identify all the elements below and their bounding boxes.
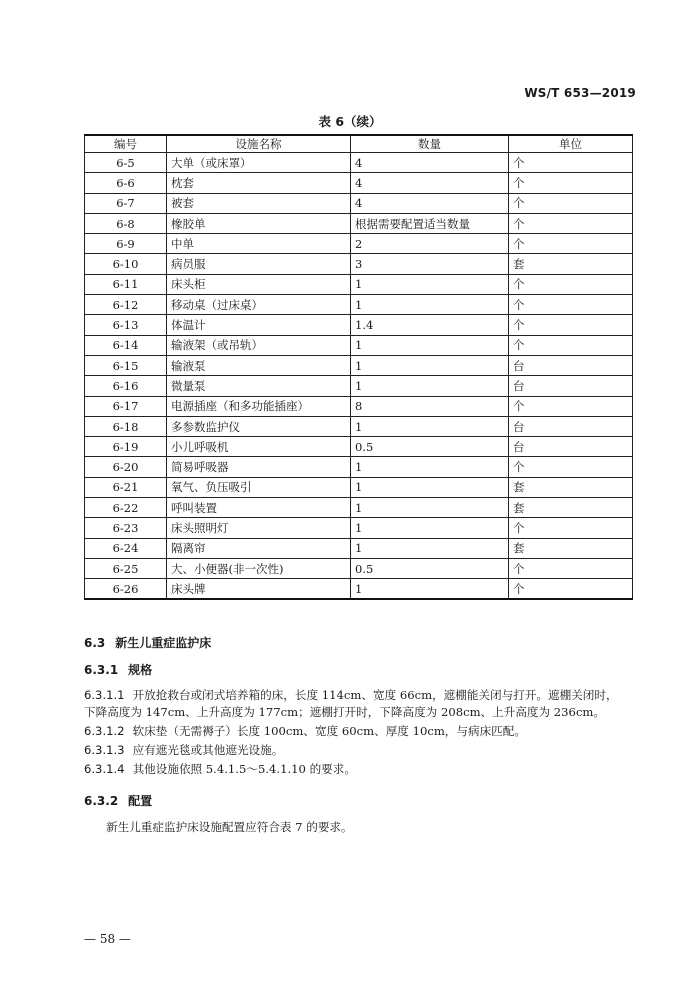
table-row [85,457,633,477]
table-row [85,558,633,578]
cell-facility-name: 呼叫装置 [167,498,351,518]
cell-quantity: 1 [351,457,509,477]
cell-facility-name: 隔离帘 [167,538,351,558]
cell-unit: 套 [509,498,633,518]
table-row [85,295,633,315]
table-row [85,213,633,233]
clause-6-3-1-2 [84,723,636,740]
table-row [85,234,633,254]
cell-facility-name: 中单 [167,234,351,254]
cell-unit: 个 [509,295,633,315]
clause-6-3-1-3 [84,742,636,759]
cell-quantity: 1 [351,295,509,315]
cell-facility-name: 体温计 [167,315,351,335]
cell-quantity: 8 [351,396,509,416]
cell-number: 6-15 [85,355,167,375]
section-number: 6.3.1 [84,663,119,677]
cell-quantity: 1 [351,538,509,558]
cell-number: 6-23 [85,518,167,538]
cell-unit: 个 [509,153,633,173]
column-header-quantity: 数量 [351,135,509,153]
cell-number: 6-12 [85,295,167,315]
section-body-text: 新生儿重症监护床设施配置应符合表 7 的要求。 [106,820,353,834]
cell-number: 6-26 [85,579,167,599]
cell-facility-name: 床头牌 [167,579,351,599]
cell-quantity: 2 [351,234,509,254]
cell-unit: 个 [509,518,633,538]
table-row [85,335,633,355]
cell-facility-name: 大、小便器(非一次性) [167,558,351,578]
table-row [85,538,633,558]
cell-facility-name: 床头照明灯 [167,518,351,538]
clause-number: 6.3.1.4 [84,762,125,776]
table-header-row [85,135,633,153]
cell-facility-name: 被套 [167,193,351,213]
cell-unit: 个 [509,457,633,477]
cell-facility-name: 输液架（或吊轨） [167,335,351,355]
cell-number: 6-21 [85,477,167,497]
clause-text: 软床垫（无需褥子）长度 100cm、宽度 60cm、厚度 10cm，与病床匹配。 [132,724,526,738]
clause-6-3-1-1 [84,687,636,721]
cell-unit: 个 [509,315,633,335]
cell-facility-name: 电源插座（和多功能插座） [167,396,351,416]
section-heading-6-3-2 [84,792,152,809]
section-number: 6.3 [84,636,106,650]
table-row [85,437,633,457]
cell-number: 6-10 [85,254,167,274]
clause-text: 其他设施依照 5.4.1.5～5.4.1.10 的要求。 [132,762,356,776]
cell-number: 6-8 [85,213,167,233]
cell-number: 6-19 [85,437,167,457]
section-heading-6-3-1 [84,661,152,678]
cell-quantity: 4 [351,193,509,213]
cell-facility-name: 多参数监护仪 [167,416,351,436]
clause-6-3-1-4 [84,761,636,778]
section-heading-6-3 [84,634,211,651]
cell-facility-name: 微量泵 [167,376,351,396]
cell-quantity: 1.4 [351,315,509,335]
cell-facility-name: 病员服 [167,254,351,274]
cell-unit: 个 [509,558,633,578]
cell-facility-name: 大单（或床罩） [167,153,351,173]
cell-unit: 套 [509,254,633,274]
table-row [85,254,633,274]
section-number: 6.3.2 [84,794,119,808]
section-title: 配置 [128,794,153,808]
table-row [85,477,633,497]
cell-unit: 套 [509,538,633,558]
cell-unit: 个 [509,173,633,193]
cell-number: 6-9 [85,234,167,254]
cell-number: 6-18 [85,416,167,436]
table-row [85,315,633,335]
table-row [85,518,633,538]
cell-facility-name: 橡胶单 [167,213,351,233]
clause-text-line2: 下降高度为 147cm、上升高度为 177cm；遮棚打开时，下降高度为 208cm、上升高度为 236cm。 [84,705,606,719]
table-row [85,396,633,416]
table-row [85,193,633,213]
cell-quantity: 4 [351,153,509,173]
table-row [85,274,633,294]
clause-number: 6.3.1.1 [84,688,125,702]
cell-unit: 个 [509,335,633,355]
table-row [85,355,633,375]
table-title: 表 6（续） [318,114,382,129]
cell-unit: 台 [509,355,633,375]
equipment-table [84,134,633,600]
cell-facility-name: 床头柜 [167,274,351,294]
cell-number: 6-5 [85,153,167,173]
section-title: 规格 [128,663,153,677]
cell-unit: 个 [509,234,633,254]
cell-quantity: 1 [351,355,509,375]
cell-quantity: 根据需要配置适当数量 [351,213,509,233]
column-header-number: 编号 [85,135,167,153]
cell-quantity: 0.5 [351,558,509,578]
cell-quantity: 1 [351,477,509,497]
cell-unit: 台 [509,437,633,457]
table-row [85,376,633,396]
cell-facility-name: 输液泵 [167,355,351,375]
cell-quantity: 4 [351,173,509,193]
cell-number: 6-11 [85,274,167,294]
cell-quantity: 1 [351,416,509,436]
page-number: — 58 — [84,932,131,946]
clause-number: 6.3.1.3 [84,743,125,757]
table-row [85,173,633,193]
clause-number: 6.3.1.2 [84,724,125,738]
cell-number: 6-22 [85,498,167,518]
cell-number: 6-17 [85,396,167,416]
cell-quantity: 1 [351,376,509,396]
table-row [85,579,633,599]
cell-unit: 台 [509,376,633,396]
cell-quantity: 1 [351,498,509,518]
column-header-name: 设施名称 [167,135,351,153]
cell-unit: 个 [509,213,633,233]
cell-facility-name: 简易呼吸器 [167,457,351,477]
cell-unit: 台 [509,416,633,436]
cell-number: 6-6 [85,173,167,193]
cell-facility-name: 枕套 [167,173,351,193]
cell-unit: 个 [509,396,633,416]
cell-number: 6-25 [85,558,167,578]
table-row [85,498,633,518]
cell-quantity: 3 [351,254,509,274]
cell-number: 6-14 [85,335,167,355]
standard-code: WS/T 653—2019 [524,86,636,100]
cell-facility-name: 移动桌（过床桌） [167,295,351,315]
column-header-unit: 单位 [509,135,633,153]
cell-unit: 个 [509,193,633,213]
cell-quantity: 1 [351,274,509,294]
cell-quantity: 0.5 [351,437,509,457]
cell-quantity: 1 [351,518,509,538]
cell-quantity: 1 [351,579,509,599]
cell-unit: 个 [509,579,633,599]
table-body [85,153,633,600]
clause-text-line1: 开放抢救台或闭式培养箱的床，长度 114cm、宽度 66cm，遮棚能关闭与打开。遮棚关闭时， [132,688,618,702]
clause-text: 应有遮光毯或其他遮光设施。 [132,743,284,757]
table-row [85,153,633,173]
cell-number: 6-16 [85,376,167,396]
cell-number: 6-20 [85,457,167,477]
cell-quantity: 1 [351,335,509,355]
cell-facility-name: 氧气、负压吸引 [167,477,351,497]
table-row [85,416,633,436]
cell-facility-name: 小儿呼吸机 [167,437,351,457]
cell-number: 6-7 [85,193,167,213]
cell-number: 6-13 [85,315,167,335]
section-title: 新生儿重症监护床 [115,636,212,650]
cell-unit: 个 [509,274,633,294]
cell-unit: 套 [509,477,633,497]
cell-number: 6-24 [85,538,167,558]
